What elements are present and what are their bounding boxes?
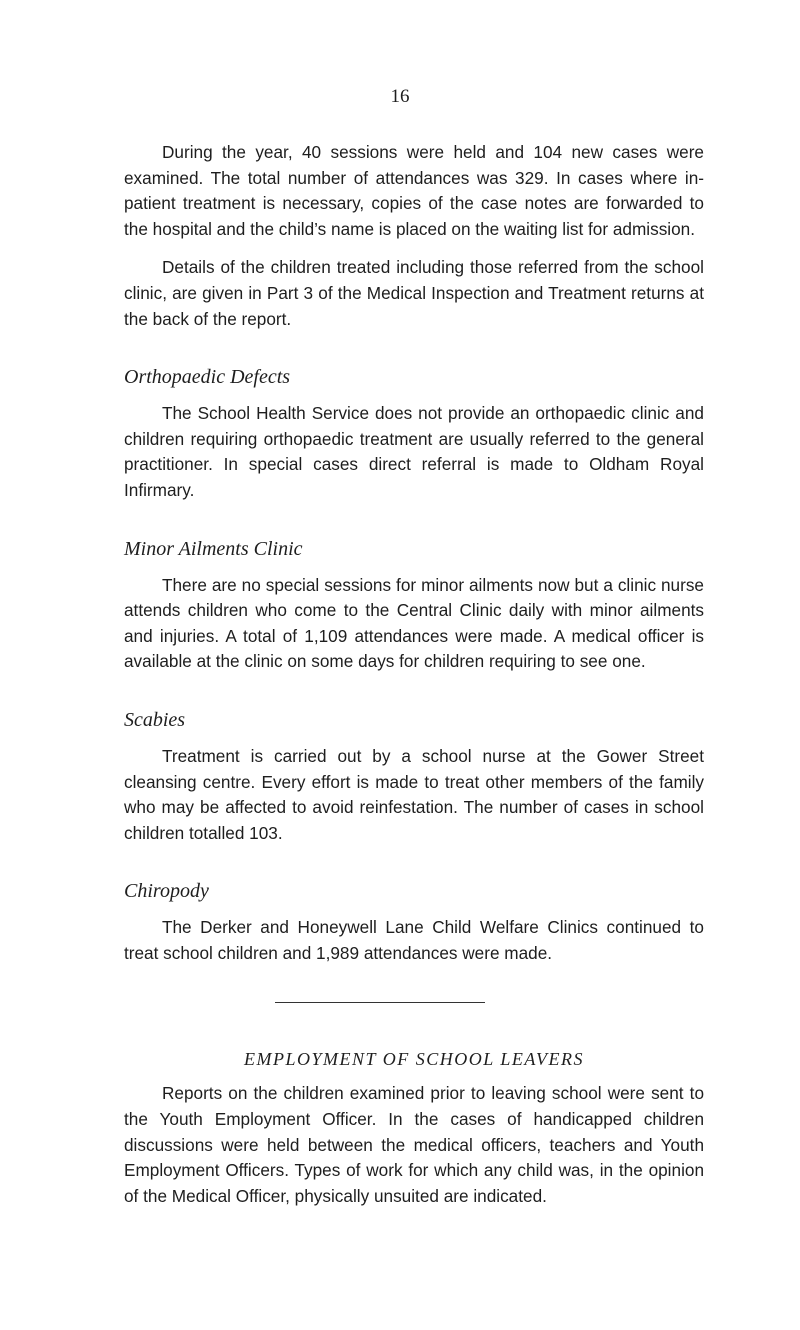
page-number: 16	[390, 86, 410, 107]
orthopaedic-heading: Orthopaedic Defects	[124, 366, 291, 389]
page-content	[124, 140, 704, 1209]
intro-paragraph-2: Details of the children treated including those referred from the school clinic, are given in Part 3 of the Medical Inspection and Treatment returns at the back of the report.	[124, 257, 704, 329]
section-divider	[275, 1002, 485, 1003]
minor-ailments-paragraph: There are no special sessions for minor ailments now but a clinic nurse attends children who come to the Central Clinic daily with minor ailments and injuries. A total of 1,109 attendances were made. A medical officer is available at the clinic on some days for children requiring to see one.	[124, 574, 704, 672]
scabies-heading: Scabies	[124, 708, 186, 731]
orthopaedic-paragraph: The School Health Service does not provide an orthopaedic clinic and children requiring orthopaedic treatment are usually referred to the general practitioner. In special cases direct referral is made to Oldham Royal Infirmary.	[124, 403, 704, 500]
minor-ailments-heading: Minor Ailments Clinic	[124, 537, 303, 560]
intro-paragraph-1: During the year, 40 sessions were held and 104 new cases were examined. The total number of attendances was 329. In cases where in-patient treatment is necessary, copies of the case notes are forwarded to the hospital and the child’s name is placed on the waiting list for admission.	[124, 142, 704, 239]
chiropody-paragraph: The Derker and Honeywell Lane Child Welfare Clinics continued to treat school children and 1,989 attendances were made.	[124, 917, 704, 963]
scabies-paragraph: Treatment is carried out by a school nurse at the Gower Street cleansing centre. Every effort is made to treat other members of the family who may be affected to avoid reinfestation. The number of cases in school children totalled 103.	[124, 745, 704, 843]
chiropody-heading: Chiropody	[124, 880, 209, 903]
employment-paragraph: Reports on the children examined prior to leaving school were sent to the Youth Employment Officer. In the cases of handicapped children discussions were held between the medical officers, teachers and Youth Employment Officers. Types of work for which any child was, in the opinion of the Medical Officer, physically unsuited are indicated.	[124, 1083, 704, 1206]
employment-heading: EMPLOYMENT OF SCHOOL LEAVERS	[244, 1049, 584, 1070]
